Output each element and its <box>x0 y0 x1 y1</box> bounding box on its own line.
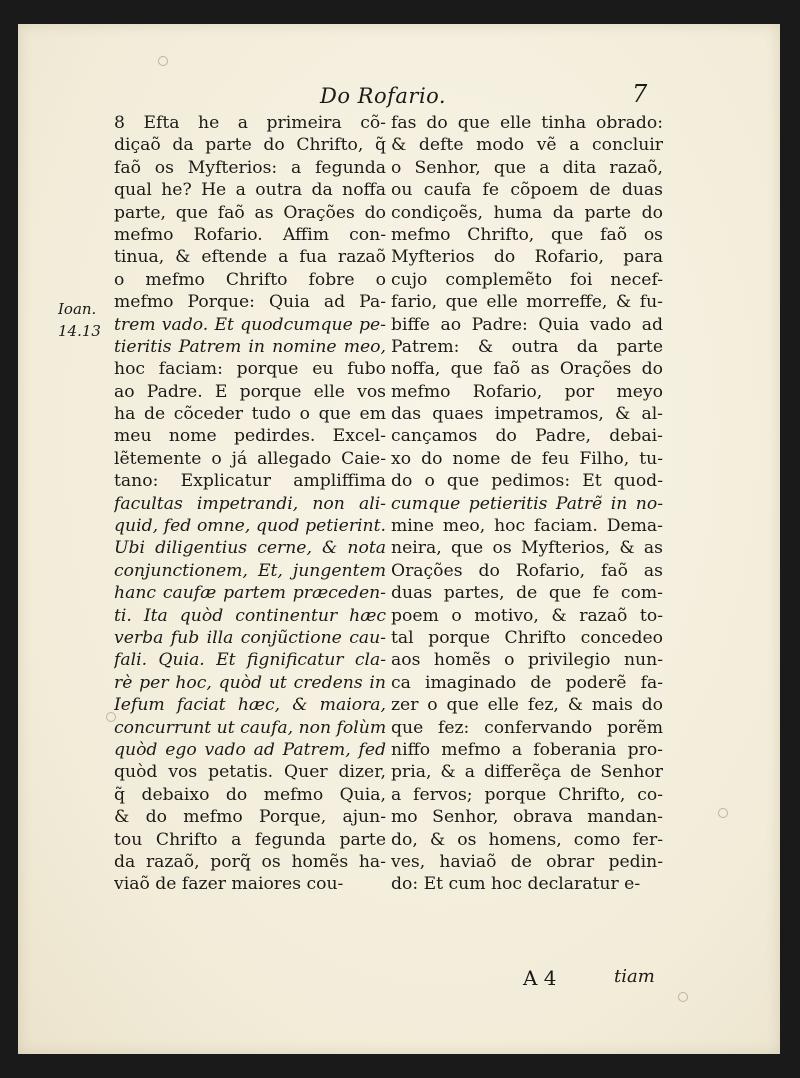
text-line: da razaõ, porq̃ os homẽs ha- <box>114 851 386 872</box>
text-line: Orações do Rofario, faõ as <box>391 560 663 581</box>
text-line: mine meo, hoc faciam. Dema- <box>391 516 663 537</box>
text-line: pria, & a differẽça de Senhor <box>391 762 663 783</box>
text-line: ca imaginado de poderẽ fa- <box>391 672 663 693</box>
text-line: zer o que elle fez, & mais do <box>391 695 663 716</box>
text-line: duas partes, de que fe com- <box>391 583 663 604</box>
text-line: Patrem: & outra da parte <box>391 336 663 357</box>
text-line: aos homẽs o privilegio nun- <box>391 650 663 671</box>
text-line: facultas impetrandi, non ali- <box>114 493 386 514</box>
paper-speck <box>106 712 116 722</box>
left-text-column <box>114 112 386 896</box>
text-line: lẽtemente o já allegado Caie- <box>114 448 386 469</box>
text-line: quid, fed omne, quod petierint. <box>114 516 386 537</box>
marginal-reference <box>58 298 101 342</box>
marginal-reference-verse: 14.13 <box>58 322 101 340</box>
text-line: xo do nome de feu Filho, tu- <box>391 448 663 469</box>
text-line: ou caufa fe cõpoem de duas <box>391 180 663 201</box>
text-line: Myfterios do Rofario, para <box>391 247 663 268</box>
text-line: do o que pedimos: Et quod- <box>391 471 663 492</box>
text-line: condiçoẽs, huma da parte do <box>391 202 663 223</box>
text-line: tal porque Chrifto concedeo <box>391 627 663 648</box>
text-line: tinua, & eftende a fua razaõ <box>114 247 386 268</box>
text-line: niffo mefmo a foberania pro- <box>391 739 663 760</box>
text-line: hoc faciam: porque eu fubo <box>114 359 386 380</box>
text-line: & do mefmo Porque, ajun- <box>114 807 386 828</box>
text-line: parte, que faõ as Orações do <box>114 202 386 223</box>
text-line: fali. Quia. Et fignificatur cla- <box>114 650 386 671</box>
page-number: 7 <box>632 80 648 108</box>
text-line: tou Chrifto a fegunda parte <box>114 829 386 850</box>
paper-speck <box>718 808 728 818</box>
text-line: ao Padre. E porque elle vos <box>114 381 386 402</box>
text-line: cujo complemẽto foi necef- <box>391 269 663 290</box>
text-line: tano: Explicatur ampliffima <box>114 471 386 492</box>
text-line: mefmo Porque: Quia ad Pa- <box>114 292 386 313</box>
paper-speck <box>158 56 168 66</box>
text-line: conjunctionem, Et, jungentem <box>114 560 386 581</box>
text-line: que fez: confervando porẽm <box>391 717 663 738</box>
text-line: a fervos; porque Chrifto, co- <box>391 784 663 805</box>
text-line: hanc caufæ partem præceden- <box>114 583 386 604</box>
text-line: ves, haviaõ de obrar pedin- <box>391 851 663 872</box>
text-line: do, & os homens, como fer- <box>391 829 663 850</box>
text-line: ha de cõceder tudo o que em <box>114 404 386 425</box>
text-line: mefmo Rofario, por meyo <box>391 381 663 402</box>
text-line: verba fub illa conjũctione cau- <box>114 627 386 648</box>
text-line: concurrunt ut caufa, non folùm <box>114 717 386 738</box>
text-line: diçaõ da parte do Chrifto, q̃ <box>114 135 386 156</box>
text-line: Ubi diligentius cerne, & nota <box>114 538 386 559</box>
running-head: Do Rofario. <box>320 84 447 108</box>
text-line: neira, que os Myfterios, & as <box>391 538 663 559</box>
book-page <box>18 24 780 1054</box>
text-line: meu nome pedirdes. Excel- <box>114 426 386 447</box>
text-line: o mefmo Chrifto fobre o <box>114 269 386 290</box>
text-line: fas do que elle tinha obrado: <box>391 113 663 133</box>
marginal-reference-book: Ioan. <box>58 300 97 318</box>
text-line: faõ os Myfterios: a fegunda <box>114 157 386 178</box>
text-line: mefmo Chrifto, que faõ os <box>391 224 663 245</box>
text-line: poem o motivo, & razaõ to- <box>391 605 663 626</box>
text-line: das quaes impetramos, & al- <box>391 404 663 425</box>
text-line: mefmo Rofario. Affim con- <box>114 224 386 245</box>
text-line: cumque petieritis Patrẽ in no- <box>391 493 663 514</box>
text-line: do: Et cum hoc declaratur e- <box>391 874 641 895</box>
text-line: q̃ debaixo do mefmo Quia, <box>114 784 386 805</box>
text-line: tieritis Patrem in nomine meo, <box>114 336 386 357</box>
right-text-column <box>391 112 663 896</box>
text-line: trem vado. Et quodcumque pe- <box>114 314 386 335</box>
text-line: rè per hoc, quòd ut credens in <box>114 672 386 693</box>
text-line: ti. Ita quòd continentur hæc <box>114 605 386 626</box>
paper-speck <box>678 992 688 1002</box>
signature-mark: A 4 <box>523 966 557 990</box>
text-line: 8 Efta he a primeira cõ- <box>114 113 386 133</box>
text-line: Iefum faciat hæc, & maiora, <box>114 695 386 716</box>
text-line: quòd vos petatis. Quer dizer, <box>114 762 386 783</box>
text-line: mo Senhor, obrava mandan- <box>391 807 663 828</box>
text-line: noffa, que faõ as Orações do <box>391 359 663 380</box>
text-line: fario, que elle morreffe, & fu- <box>391 292 663 313</box>
text-line: & defte modo vẽ a concluir <box>391 135 663 156</box>
text-line: o Senhor, que a dita razaõ, <box>391 157 663 178</box>
catchword: tiam <box>614 966 655 987</box>
text-line: quòd ego vado ad Patrem, fed <box>114 739 386 760</box>
text-line: qual he? He a outra da noffa <box>114 180 386 201</box>
text-line: viaõ de fazer maiores cou- <box>114 874 344 895</box>
text-line: biffe ao Padre: Quia vado ad <box>391 314 663 335</box>
text-line: cançamos do Padre, debai- <box>391 426 663 447</box>
